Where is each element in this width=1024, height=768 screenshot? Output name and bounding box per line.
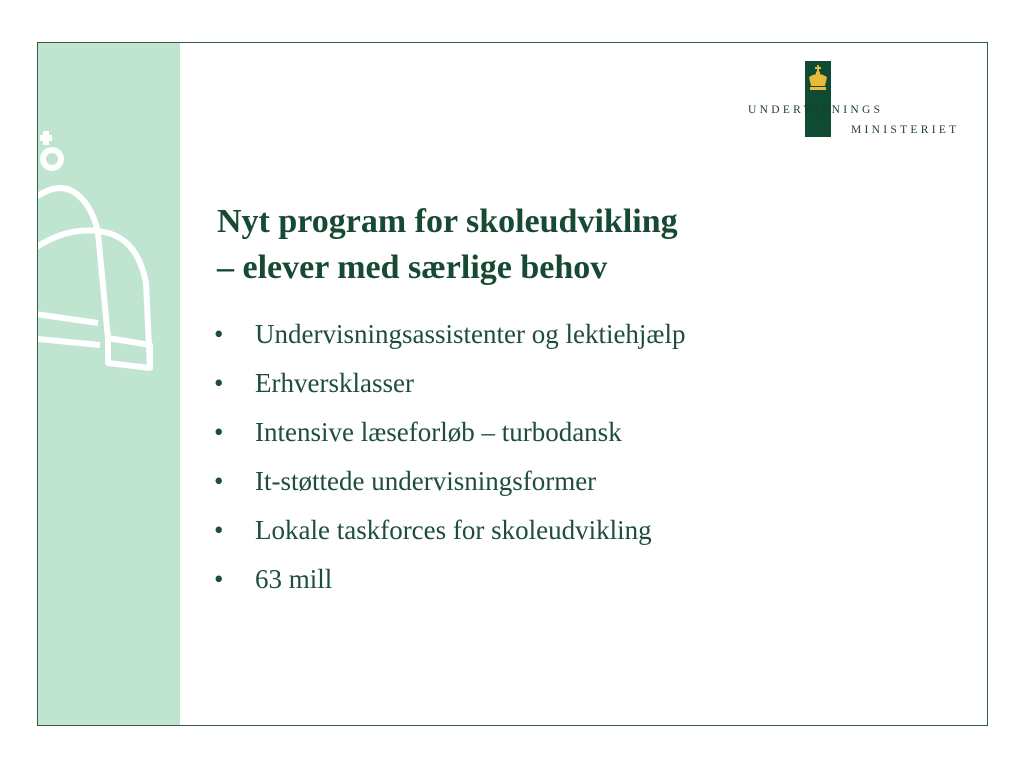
bullet-text: Erhversklasser bbox=[255, 368, 414, 398]
bullet-text: 63 mill bbox=[255, 564, 333, 594]
bullet-dot: • bbox=[214, 319, 224, 349]
slide-title bbox=[217, 199, 678, 291]
slide-title-line1: Nyt program for skoleudvikling bbox=[217, 203, 678, 240]
bullet-dot: • bbox=[214, 564, 224, 594]
logo-text-line1: UNDERVISNINGS bbox=[748, 104, 884, 116]
crown-watermark-icon bbox=[38, 83, 180, 383]
slide-title-line2: – elever med særlige behov bbox=[217, 249, 608, 286]
slide bbox=[37, 42, 988, 726]
bullet-dot: • bbox=[214, 368, 224, 398]
bullet-dot: • bbox=[214, 515, 224, 545]
bullet-text: Undervisningsassistenter og lektiehjælp bbox=[255, 319, 686, 349]
logo-text-line2: MINISTERIET bbox=[851, 124, 960, 136]
bullet-dot: • bbox=[214, 466, 224, 496]
side-band bbox=[38, 43, 180, 725]
bullet-text: It-støttede undervisningsformer bbox=[255, 466, 597, 496]
logo-mark bbox=[805, 61, 831, 137]
bullet-dot: • bbox=[214, 417, 224, 447]
ministry-logo bbox=[748, 61, 978, 141]
crown-icon bbox=[806, 65, 830, 95]
bullet-text: Intensive læseforløb – turbodansk bbox=[255, 417, 622, 447]
bullet-text: Lokale taskforces for skoleudvikling bbox=[255, 515, 652, 545]
